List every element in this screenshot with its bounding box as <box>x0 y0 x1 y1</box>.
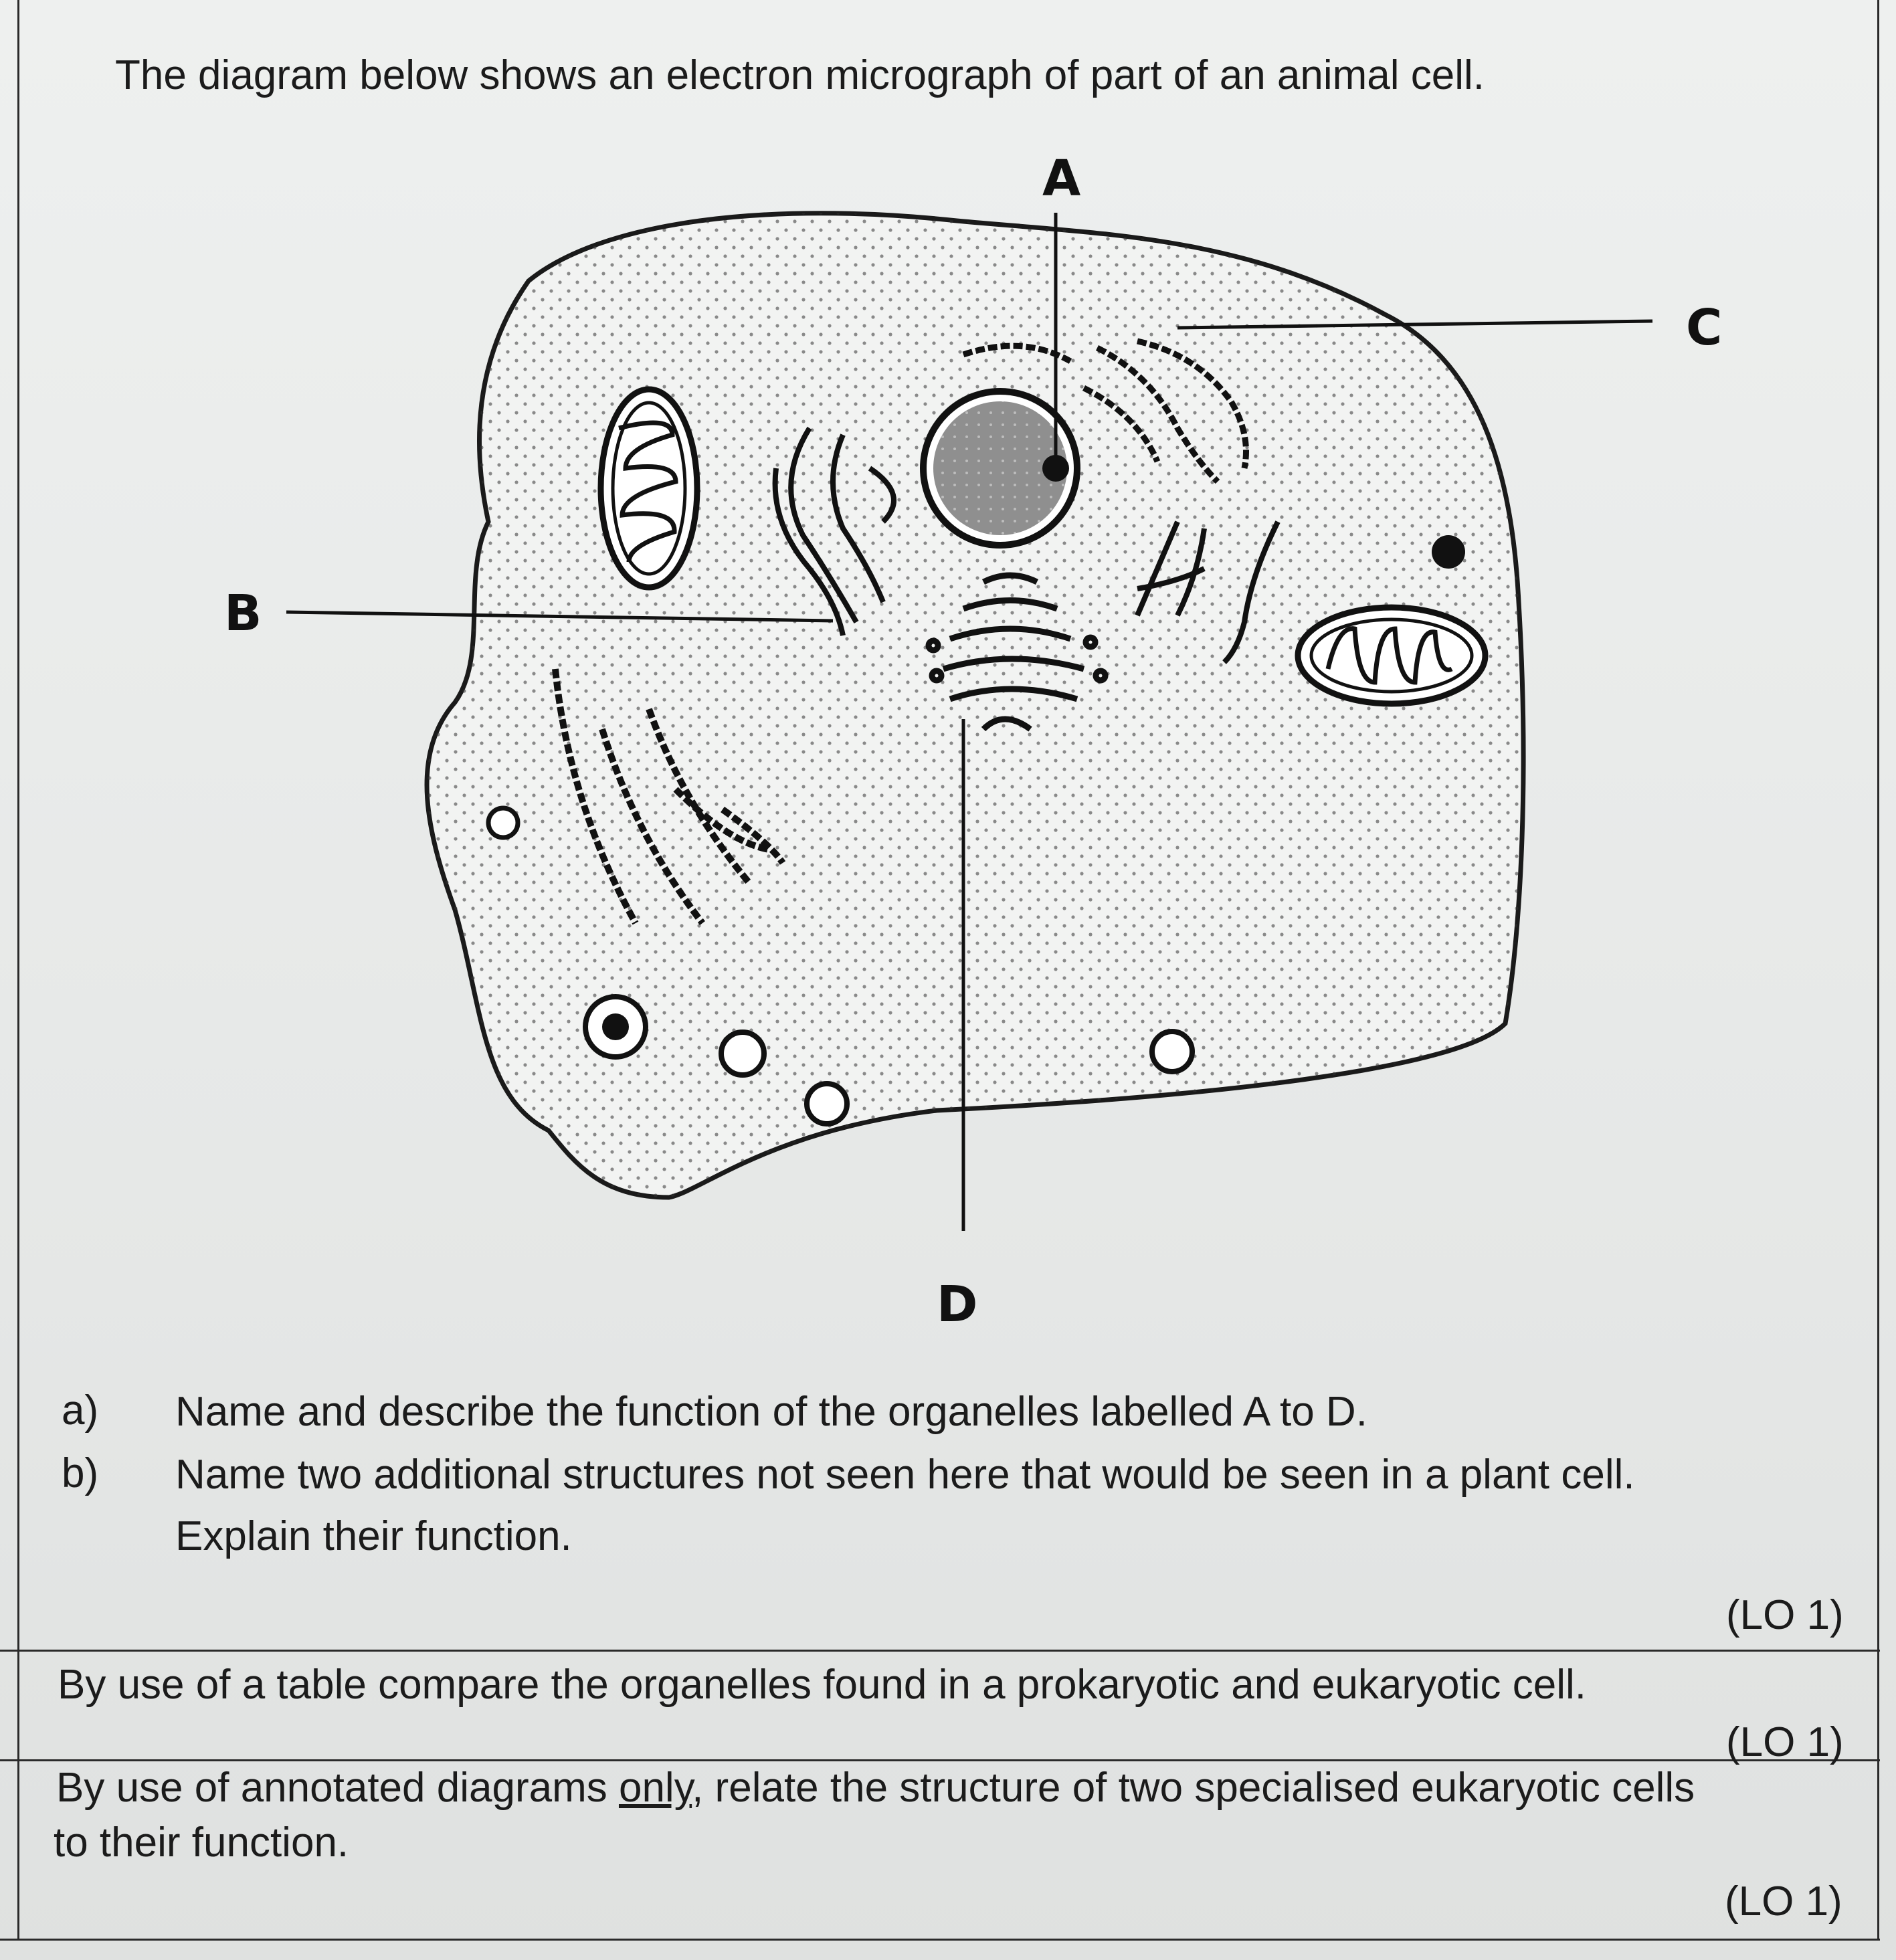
q3-text-underlined: only <box>618 1765 692 1811</box>
vesicle-3 <box>807 1084 847 1124</box>
q1a-text: Name and describe the function of the organelles labelled A to D. <box>175 1389 1367 1435</box>
q1a-letter: a) <box>62 1387 99 1434</box>
mitochondrion-left <box>601 389 697 587</box>
label-a: A <box>1042 150 1081 207</box>
q3-lo: (LO 1) <box>1725 1878 1842 1925</box>
vesicle-4 <box>1152 1032 1192 1072</box>
q1b-text: Name two additional structures not seen here that would be seen in a plant cell. <box>175 1452 1635 1498</box>
vesicle-2 <box>721 1032 764 1075</box>
q1b-letter: b) <box>62 1450 99 1496</box>
intro-text: The diagram below shows an electron micrograph of part of an animal cell. <box>115 52 1485 98</box>
q3-text <box>56 1767 1695 1809</box>
q3-text-pre: By use of annotated diagrams <box>56 1765 619 1811</box>
label-b: B <box>224 585 262 642</box>
vesicle-1 <box>488 808 518 838</box>
mitochondrion-right <box>1298 607 1485 704</box>
divider-2 <box>0 1759 1880 1761</box>
q3-text-line2: to their function. <box>54 1820 349 1866</box>
label-c: C <box>1686 299 1723 357</box>
divider-1 <box>0 1650 1880 1652</box>
q1b-text-line2: Explain their function. <box>175 1513 572 1559</box>
granule <box>1432 535 1465 569</box>
lysosome <box>585 997 646 1057</box>
q3-text-post: , relate the structure of two specialised eukaryotic cells <box>692 1765 1695 1811</box>
q1-lo: (LO 1) <box>1726 1592 1844 1638</box>
q2-lo: (LO 1) <box>1726 1719 1844 1765</box>
label-d: D <box>937 1276 978 1333</box>
q2-text: By use of a table compare the organelles found in a prokaryotic and eukaryotic cell. <box>58 1662 1586 1708</box>
bottom-border <box>0 1939 1880 1941</box>
